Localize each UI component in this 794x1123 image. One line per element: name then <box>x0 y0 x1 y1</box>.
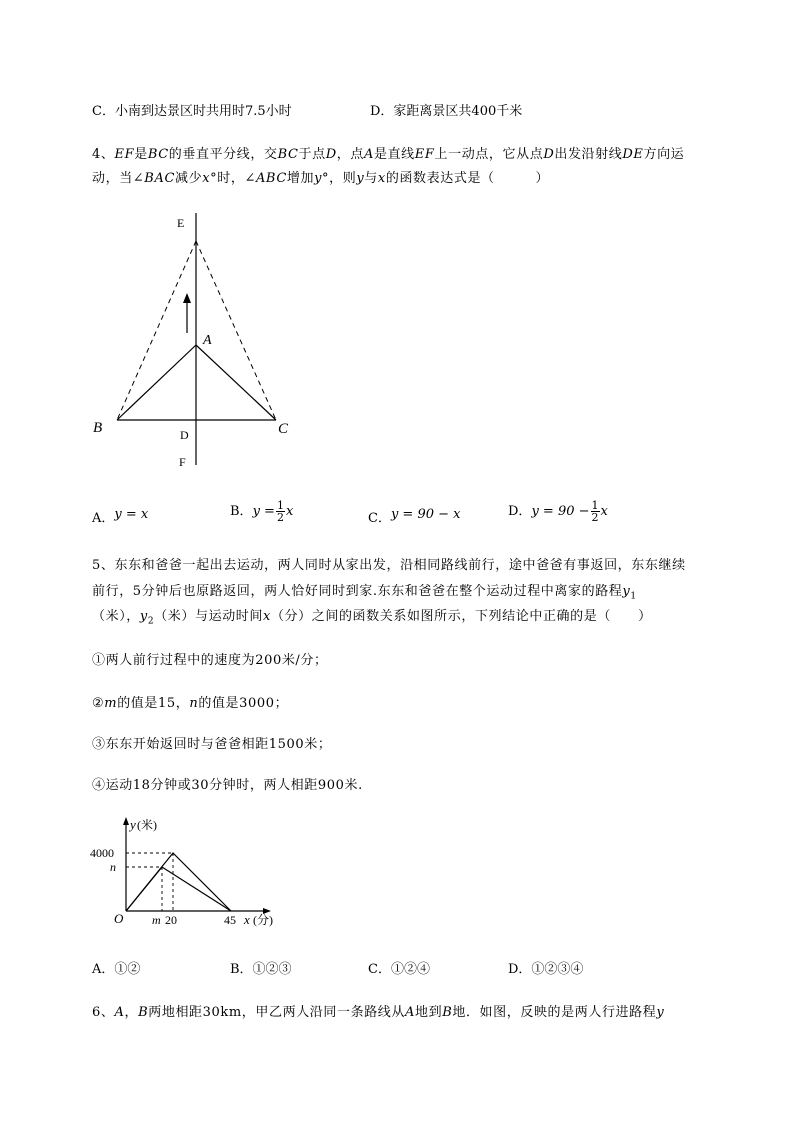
segment-ac <box>196 345 276 420</box>
x-axis-var: x <box>244 912 250 927</box>
dashed-eb <box>117 241 196 420</box>
label-b: B <box>93 420 103 436</box>
y-tick-n: n <box>110 860 116 874</box>
x-tick-20: 20 <box>165 913 177 927</box>
fraction-half: $\frac{1}{2}$ <box>276 499 284 524</box>
y-axis-label-var: y <box>130 817 136 832</box>
x-tick-m: m <box>152 913 161 927</box>
q3-option-c: C．小南到达景区时共用时7.5小时 <box>92 104 292 119</box>
y-axis-label-unit: (米) <box>137 818 157 832</box>
label-a: A <box>203 333 212 348</box>
q4-option-a: A．y = x <box>92 507 149 526</box>
q5-statement-3: ③东东开始返回时与爸爸相距1500米； <box>92 737 332 752</box>
q4-option-d: D．y = 90 − $\frac{1}{2}$ x <box>508 499 608 524</box>
label-d: D <box>180 428 189 442</box>
origin-label: O <box>114 911 124 926</box>
q5-statement-2: ②m的值是15，n的值是3000； <box>92 696 289 711</box>
q5-distance-time-graph <box>86 815 296 930</box>
q6-question-line1: 6、A，B两地相距30km，甲乙两人沿同一条路线从A地到B地．如图，反映的是两人行进路程y <box>92 1005 665 1020</box>
series-dad <box>126 867 231 911</box>
arrow-up-icon <box>183 293 191 303</box>
dashed-ec <box>196 241 276 420</box>
q5-option-d: D．①②③④ <box>508 962 584 977</box>
q5-statement-1: ①两人前行过程中的速度为200米/分； <box>92 653 328 668</box>
q5-option-b: B．①②③ <box>230 962 292 977</box>
q3-option-d: D．家距离景区共400千米 <box>370 104 523 119</box>
q5-option-c: C．①②④ <box>368 962 430 977</box>
segment-ab <box>117 345 196 420</box>
fraction-half: $\frac{1}{2}$ <box>591 499 599 524</box>
series-dongdong <box>126 853 231 911</box>
q5-question-line2: 前行，5分钟后也原路返回，两人恰好同时到家.东东和爸爸在整个运动过程中离家的路程$y_1$ <box>92 584 637 602</box>
q4-option-c: C．y = 90 − x <box>368 507 461 526</box>
q5-statement-4: ④运动18分钟或30分钟时，两人相距900米. <box>92 778 363 793</box>
q5-question-line3: （米），$y_2$（米）与运动时间x（分）之间的函数关系如图所示，下列结论中正确的是（ ） <box>92 609 652 627</box>
x-tick-45: 45 <box>224 913 236 927</box>
q5-question-line1: 5、东东和爸爸一起出去运动，两人同时从家出发，沿相同路线前行，途中爸爸有事返回，东东继续 <box>92 558 686 573</box>
label-e: E <box>177 216 185 230</box>
q4-option-b: B．y = $\frac{1}{2}$ x <box>230 499 294 524</box>
label-c: C <box>278 421 289 437</box>
y-tick-4000: 4000 <box>90 846 114 860</box>
q4-triangle-figure <box>80 205 320 475</box>
q4-question-line2: 动，当∠BAC减少x°时，∠ABC增加y°，则y与x的函数表达式是（ ） <box>92 171 550 186</box>
q5-option-a: A．①② <box>92 962 141 977</box>
label-f: F <box>179 455 186 469</box>
q4-question-line1: 4、EF是BC的垂直平分线，交BC于点D，点A是直线EF上一动点，它从点D出发沿射线DE方向运 <box>92 147 685 162</box>
y-axis-arrow-icon <box>123 817 129 825</box>
x-axis-unit: (分) <box>253 913 273 927</box>
